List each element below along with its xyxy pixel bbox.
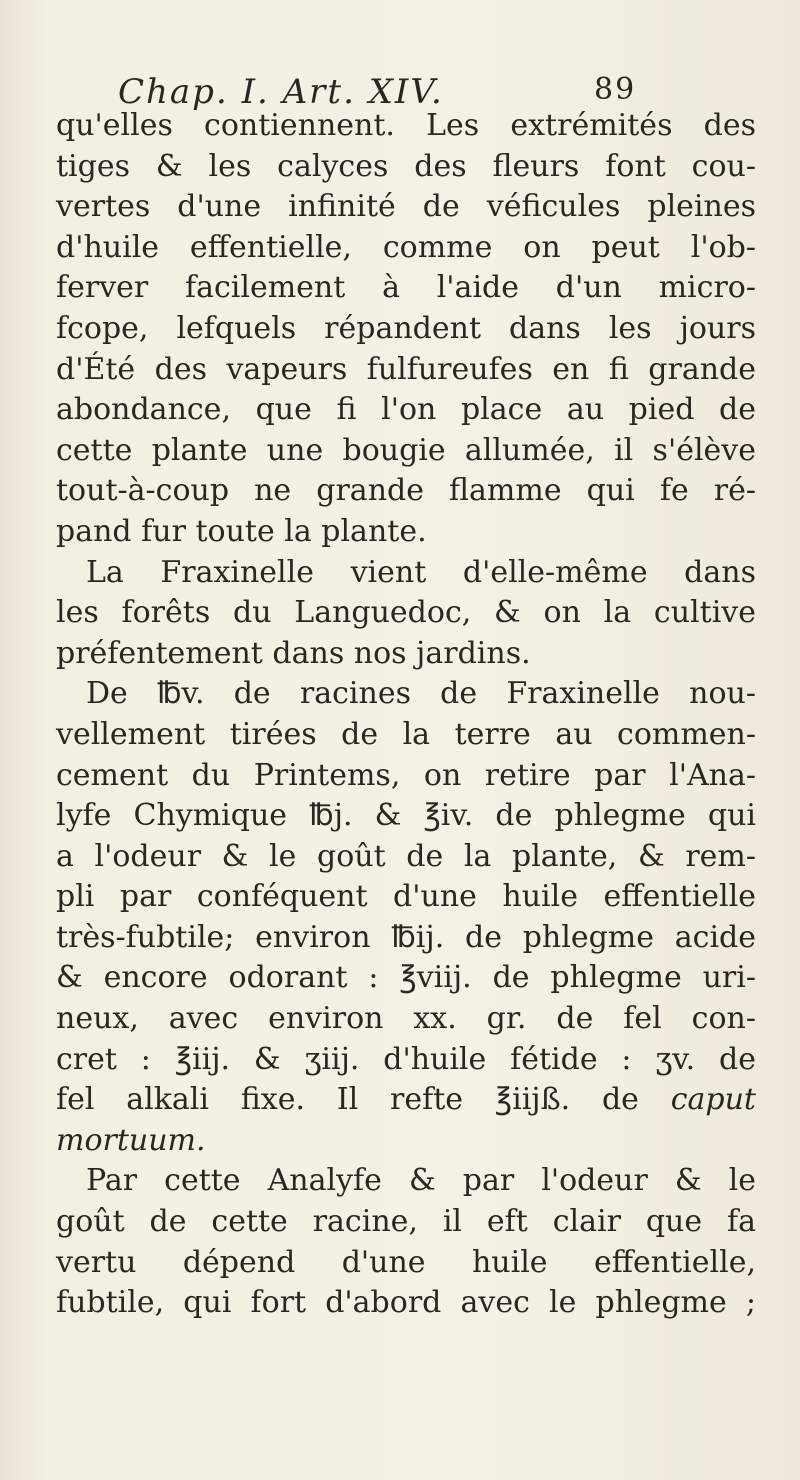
text-line: neux, avec environ xx. gr. de fel con-	[56, 1001, 756, 1037]
text-line: vellement tirées de la terre au commen-	[56, 716, 756, 752]
text-line: Par cette Analyfe & par l'odeur & le	[86, 1163, 756, 1199]
text-line: d'huile effentielle, comme on peut l'ob-	[56, 229, 756, 265]
text-line: & encore odorant : ℥viij. de phlegme uri-	[56, 960, 756, 996]
text-line: tout-à-coup ne grande flamme qui fe ré-	[56, 473, 756, 509]
text-line: lyfe Chymique ℔j. & ℥iv. de phlegme qui	[56, 798, 756, 834]
text-line: cement du Printems, on retire par l'Ana-	[56, 757, 756, 793]
text-line: goût de cette racine, il eft clair que fa	[56, 1204, 756, 1240]
text-line: qu'elles contiennent. Les extrémités des	[56, 108, 756, 143]
text-line: fcope, lefquels répandent dans les jours	[56, 310, 756, 346]
text-line: mortuum.	[56, 1122, 206, 1158]
text-line: d'Été des vapeurs fulfureufes en fi grande	[56, 351, 756, 387]
text-line: cette plante une bougie allumée, il s'élève	[56, 432, 756, 468]
text-line: pand fur toute la plante.	[56, 513, 427, 549]
text-line: De ℔v. de racines de Fraxinelle nou-	[86, 676, 756, 712]
text-line: vertes d'une infinité de véficules pleines	[56, 189, 756, 225]
text-line: pli par conféquent d'une huile effentielle	[56, 879, 756, 915]
text-line: cret : ℥iij. & ʒiij. d'huile fétide : ʒv. de	[56, 1041, 756, 1077]
text-line: vertu dépend d'une huile effentielle,	[56, 1244, 756, 1280]
text-line: La Fraxinelle vient d'elle-même dans	[86, 554, 756, 590]
page-number: 89	[594, 72, 637, 107]
text-line: préfentement dans nos jardins.	[56, 635, 531, 671]
body-text	[56, 106, 756, 1324]
running-head: Chap. I. Art. XIV.	[118, 72, 444, 112]
text-line: les forêts du Languedoc, & on la cultive	[56, 595, 756, 631]
text-line: tiges & les calyces des fleurs font cou-	[56, 148, 756, 184]
text-line: fel alkali fixe. Il refte ℥iijß. de caput	[56, 1082, 756, 1118]
text-line: abondance, que fi l'on place au pied de	[56, 392, 756, 428]
text-line: a l'odeur & le goût de la plante, & rem-	[56, 838, 756, 874]
text-line: fubtile, qui fort d'abord avec le phlegme ;	[56, 1285, 756, 1321]
text-line: ferver facilement à l'aide d'un micro-	[56, 270, 756, 306]
text-line: très-fubtile; environ ℔ij. de phlegme acide	[56, 919, 756, 955]
